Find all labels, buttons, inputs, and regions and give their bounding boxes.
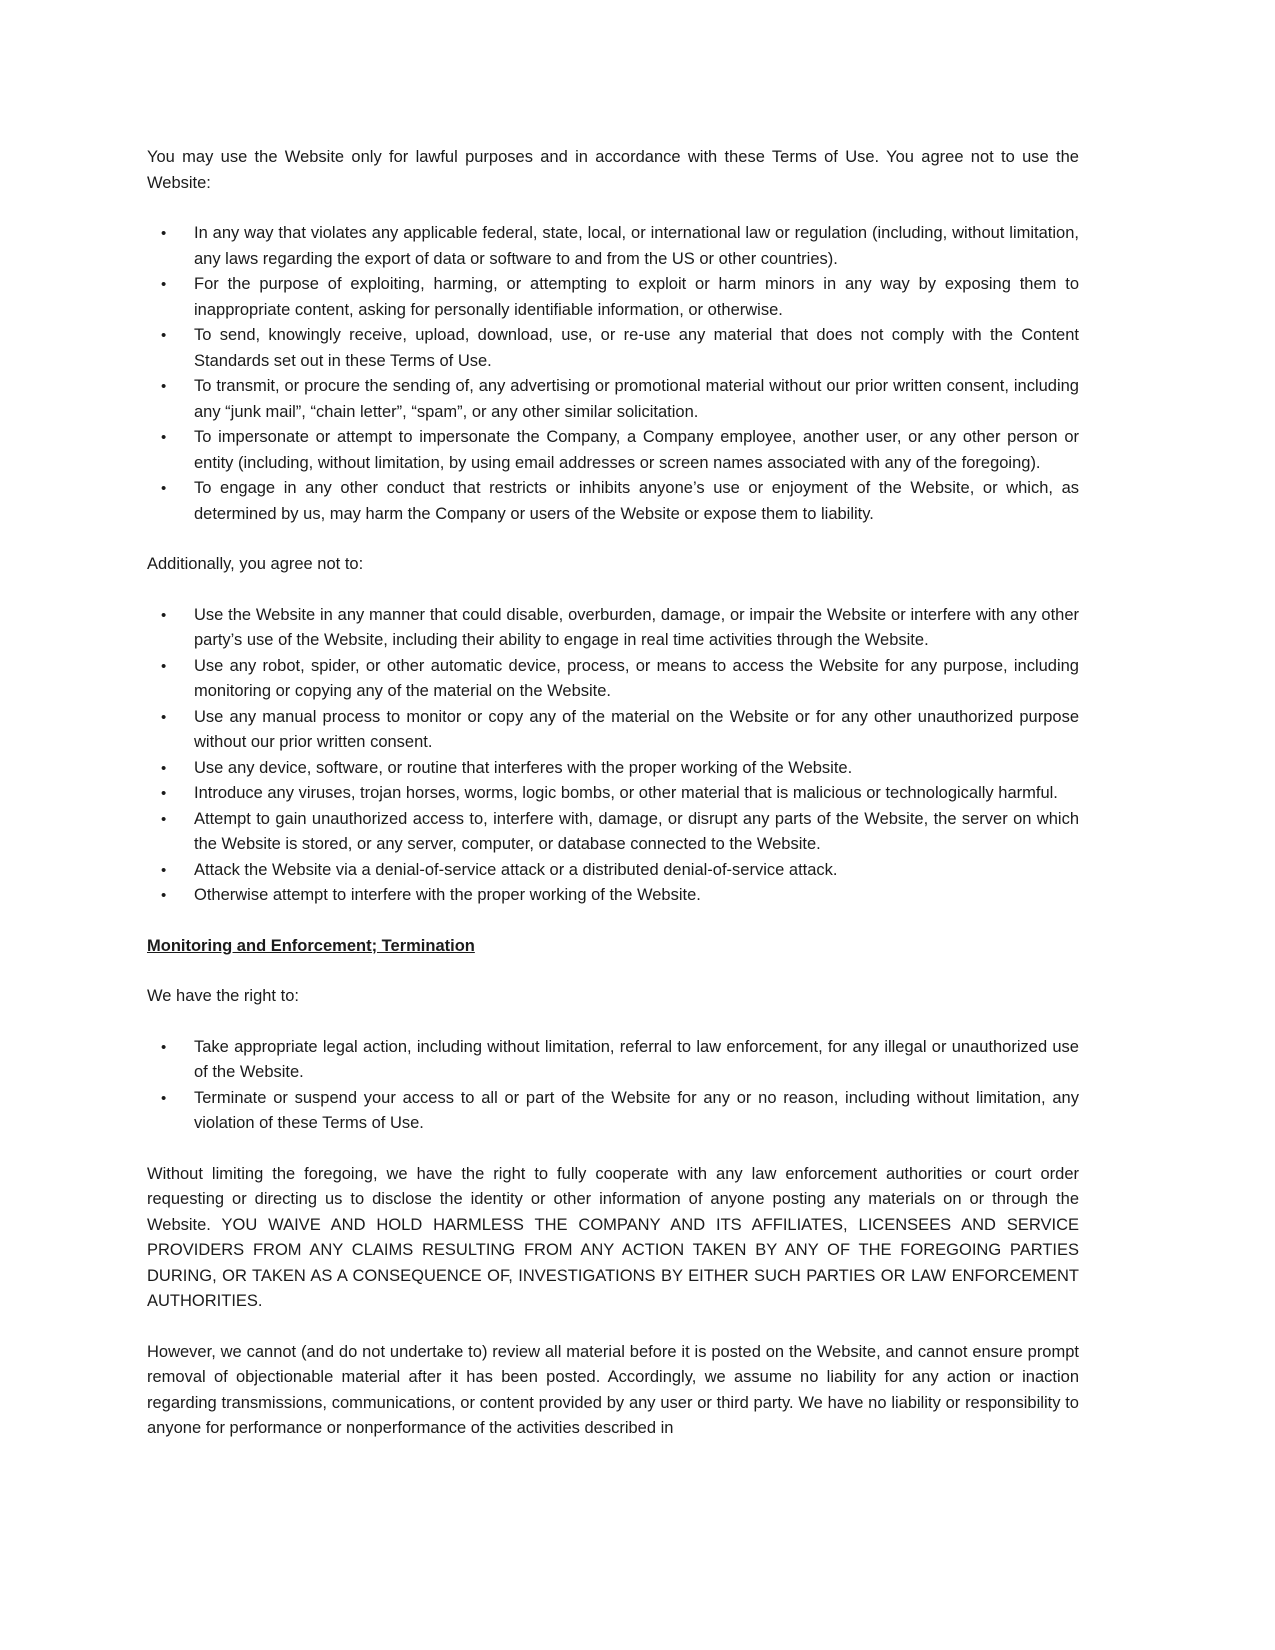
list-item: • Use the Website in any manner that could disable, overburden, damage, or impair the Website or interfere with any other party’s use of the Website, including their ability to engage in real time activities through the Website. [147, 603, 1079, 654]
liability-paragraph: However, we cannot (and do not undertake to) review all material before it is posted on the Website, and cannot ensure prompt removal of objectionable material after it has been posted. Accordingly, we assume no liability for any action or inaction regarding transmissions, communications, or content provided by any user or third party. We have no liability or responsibility to anyone for performance or nonperformance of the activities described in [147, 1342, 1079, 1437]
list-item: • Attempt to gain unauthorized access to, interfere with, damage, or disrupt any parts of the Website, the server on which the Website is stored, or any server, computer, or database connected to the Website. [147, 807, 1079, 858]
list-item: • To engage in any other conduct that restricts or inhibits anyone’s use or enjoyment of the Website, or which, as determined by us, may harm the Company or users of the Website or expose them to liability. [147, 476, 1079, 527]
list-item: • To send, knowingly receive, upload, download, use, or re-use any material that does not comply with the Content Standards set out in these Terms of Use. [147, 323, 1079, 374]
list-item: • Use any robot, spider, or other automatic device, process, or means to access the Website for any purpose, including monitoring or copying any of the material on the Website. [147, 654, 1079, 705]
list-item: • Take appropriate legal action, including without limitation, referral to law enforcement, for any illegal or unauthorized use of the Website. [147, 1035, 1079, 1086]
additional-intro-paragraph: Additionally, you agree not to: [147, 555, 364, 573]
intro-paragraph: You may use the Website only for lawful purposes and in accordance with these Terms of Use. You agree not to use the Website: [147, 148, 1079, 192]
list-item: • Terminate or suspend your access to all or part of the Website for any or no reason, including without limitation, any violation of these Terms of Use. [147, 1086, 1079, 1137]
list-item: • To impersonate or attempt to impersonate the Company, a Company employee, another user, or any other person or entity (including, without limitation, by using email addresses or screen names associated with any of the foregoing). [147, 425, 1079, 476]
cooperation-paragraph: Without limiting the foregoing, we have the right to fully cooperate with any law enforcement authorities or court order requesting or directing us to disclose the identity or other information of anyone posting any materials on or through the Website. YOU WAIVE AND HOLD HARMLESS THE COMPANY AND ITS AFFILIATES, LICENSEES AND SERVICE PROVIDERS FROM ANY CLAIMS RESULTING FROM ANY ACTION TAKEN BY ANY OF THE FOREGOING PARTIES DURING, OR TAKEN AS A CONSEQUENCE OF, INVESTIGATIONS BY EITHER SUCH PARTIES OR LAW ENFORCEMENT AUTHORITIES. [147, 1164, 1079, 1310]
list-item: • Use any manual process to monitor or copy any of the material on the Website or for any other unauthorized purpose without our prior written consent. [147, 705, 1079, 756]
additional-restrictions-list [147, 603, 1079, 909]
list-item: • Introduce any viruses, trojan horses, worms, logic bombs, or other material that is malicious or technologically harmful. [147, 781, 1079, 807]
list-item: • For the purpose of exploiting, harming, or attempting to exploit or harm minors in any way by exposing them to inappropriate content, asking for personally identifiable information, or otherwise. [147, 272, 1079, 323]
rights-list [147, 1035, 1079, 1137]
list-item: • Use any device, software, or routine that interferes with the proper working of the Website. [147, 756, 1079, 782]
list-item: • Otherwise attempt to interfere with the proper working of the Website. [147, 883, 1079, 909]
list-item: • Attack the Website via a denial-of-service attack or a distributed denial-of-service attack. [147, 858, 1079, 884]
list-item: • In any way that violates any applicable federal, state, local, or international law or regulation (including, without limitation, any laws regarding the export of data or software to and from the US or other countries). [147, 221, 1079, 272]
rights-intro-paragraph: We have the right to: [147, 987, 299, 1005]
list-item: • To transmit, or procure the sending of, any advertising or promotional material without our prior written consent, including any “junk mail”, “chain letter”, “spam”, or any other similar solicitation. [147, 374, 1079, 425]
section-heading: Monitoring and Enforcement; Termination [147, 936, 475, 955]
prohibited-uses-list [147, 221, 1079, 527]
